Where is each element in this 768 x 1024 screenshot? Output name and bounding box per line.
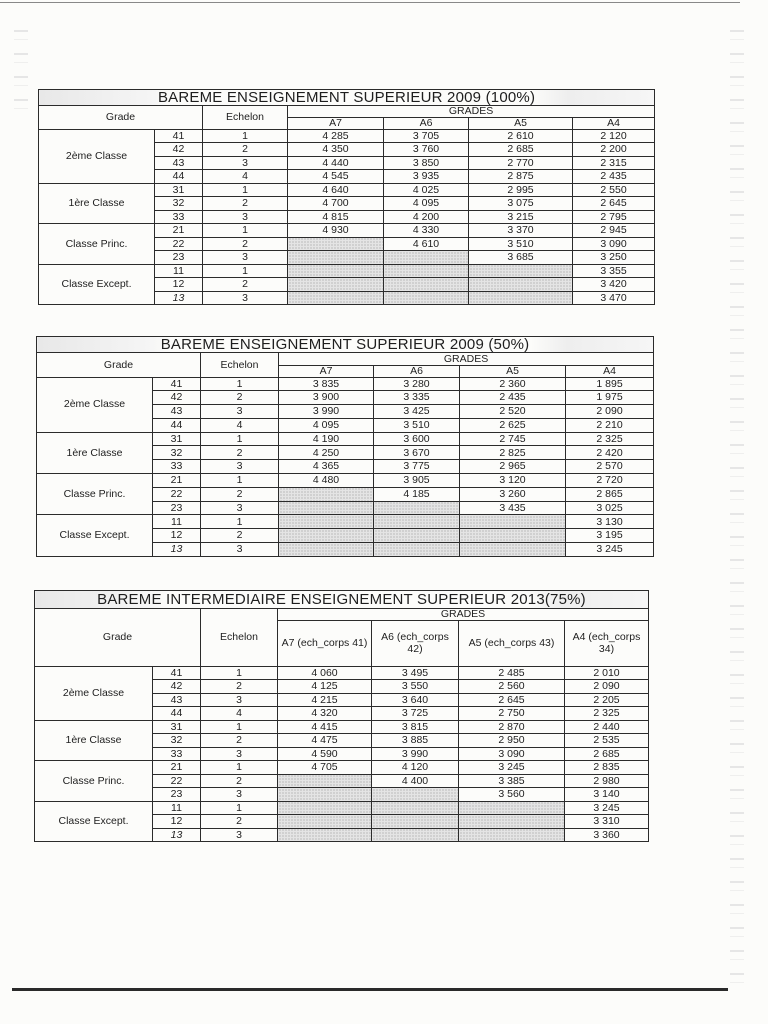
- salary-value-cell: 3 335: [374, 391, 460, 405]
- grade-code-cell: 31: [153, 720, 201, 734]
- grade-code-cell: 11: [153, 801, 201, 815]
- grade-header: Grade: [35, 609, 201, 667]
- salary-value-cell: 4 190: [279, 432, 374, 446]
- grades-header: GRADES: [279, 353, 654, 366]
- salary-value-cell: 2 645: [459, 693, 565, 707]
- salary-value-cell: 2 685: [565, 747, 649, 761]
- table-bareme-2009-50: [36, 336, 653, 557]
- echelon-header: Echelon: [201, 609, 278, 667]
- grade-code-cell: 22: [155, 237, 203, 251]
- scan-noise-left: [14, 30, 28, 110]
- echelon-header: Echelon: [201, 353, 279, 378]
- grade-code-cell: 41: [153, 666, 201, 680]
- grade-code-cell: 31: [155, 183, 203, 197]
- salary-value-cell: 3 130: [566, 515, 654, 529]
- grade-code-cell: 32: [153, 446, 201, 460]
- salary-value-cell: 2 825: [460, 446, 566, 460]
- empty-shaded-cell: [279, 487, 374, 501]
- echelon-cell: 1: [201, 666, 278, 680]
- grade-class-cell: 1ère Classe: [39, 183, 155, 224]
- empty-shaded-cell: [469, 278, 573, 292]
- salary-value-cell: 4 610: [384, 237, 469, 251]
- salary-value-cell: 2 685: [469, 143, 573, 157]
- echelon-cell: 1: [203, 264, 288, 278]
- salary-value-cell: 2 325: [565, 707, 649, 721]
- table-bareme-2009-100: [38, 89, 654, 305]
- header-row: [37, 353, 654, 366]
- grade-class-cell: 1ère Classe: [37, 432, 153, 473]
- grade-column-header: A5: [460, 366, 566, 378]
- grade-code-cell: 33: [153, 747, 201, 761]
- salary-value-cell: 2 745: [460, 432, 566, 446]
- grade-code-cell: 22: [153, 774, 201, 788]
- salary-value-cell: 3 640: [372, 693, 459, 707]
- grade-code-cell: 11: [153, 515, 201, 529]
- echelon-cell: 3: [203, 251, 288, 265]
- echelon-cell: 3: [201, 543, 279, 557]
- salary-value-cell: 4 215: [278, 693, 372, 707]
- empty-shaded-cell: [374, 515, 460, 529]
- salary-value-cell: 1 975: [566, 391, 654, 405]
- header-row: [35, 609, 649, 621]
- empty-shaded-cell: [374, 501, 460, 515]
- empty-shaded-cell: [372, 788, 459, 802]
- echelon-cell: 3: [201, 460, 279, 474]
- grade-column-header: A6: [384, 118, 469, 130]
- echelon-cell: 3: [203, 210, 288, 224]
- salary-value-cell: 3 245: [565, 801, 649, 815]
- table-title: BAREME INTERMEDIAIRE ENSEIGNEMENT SUPERIEUR 2013(75%): [35, 591, 649, 609]
- grade-header: Grade: [39, 106, 203, 130]
- salary-value-cell: 4 930: [288, 224, 384, 238]
- grade-class-cell: Classe Except.: [39, 264, 155, 305]
- empty-shaded-cell: [384, 251, 469, 265]
- table-row: [37, 432, 654, 446]
- grade-code-cell: 32: [153, 734, 201, 748]
- table-title: BAREME ENSEIGNEMENT SUPERIEUR 2009 (100%): [39, 90, 655, 106]
- salary-value-cell: 3 025: [566, 501, 654, 515]
- grade-class-cell: 2ème Classe: [39, 129, 155, 183]
- empty-shaded-cell: [288, 291, 384, 305]
- echelon-cell: 1: [201, 432, 279, 446]
- salary-value-cell: 3 280: [374, 377, 460, 391]
- salary-value-cell: 2 440: [565, 720, 649, 734]
- empty-shaded-cell: [279, 515, 374, 529]
- salary-value-cell: 3 905: [374, 474, 460, 488]
- table-row: [39, 224, 655, 238]
- salary-value-cell: 3 140: [565, 788, 649, 802]
- salary-value-cell: 2 435: [460, 391, 566, 405]
- grade-code-cell: 41: [153, 377, 201, 391]
- empty-shaded-cell: [460, 543, 566, 557]
- salary-value-cell: 3 360: [565, 828, 649, 842]
- salary-value-cell: 4 475: [278, 734, 372, 748]
- salary-value-cell: 2 090: [566, 405, 654, 419]
- empty-shaded-cell: [372, 815, 459, 829]
- salary-value-cell: 4 350: [288, 143, 384, 157]
- grade-code-cell: 43: [153, 405, 201, 419]
- salary-value-cell: 4 815: [288, 210, 384, 224]
- salary-value-cell: 4 705: [278, 761, 372, 775]
- echelon-cell: 2: [201, 391, 279, 405]
- table-row: [37, 515, 654, 529]
- grade-code-cell: 42: [153, 391, 201, 405]
- scan-bottom-edge: [12, 988, 728, 991]
- salary-value-cell: 2 770: [469, 156, 573, 170]
- grade-code-cell: 12: [153, 529, 201, 543]
- echelon-cell: 1: [201, 801, 278, 815]
- salary-value-cell: 3 385: [459, 774, 565, 788]
- salary-value-cell: 2 315: [573, 156, 655, 170]
- grade-code-cell: 23: [155, 251, 203, 265]
- echelon-cell: 4: [203, 170, 288, 184]
- grade-code-cell: 12: [155, 278, 203, 292]
- salary-value-cell: 3 090: [573, 237, 655, 251]
- empty-shaded-cell: [469, 264, 573, 278]
- grade-class-cell: 1ère Classe: [35, 720, 153, 761]
- salary-value-cell: 3 420: [573, 278, 655, 292]
- salary-value-cell: 4 120: [372, 761, 459, 775]
- empty-shaded-cell: [278, 788, 372, 802]
- salary-value-cell: 3 075: [469, 197, 573, 211]
- grade-column-header: A4: [566, 366, 654, 378]
- grade-code-cell: 32: [155, 197, 203, 211]
- empty-shaded-cell: [279, 529, 374, 543]
- echelon-cell: 2: [203, 143, 288, 157]
- salary-value-cell: 3 935: [384, 170, 469, 184]
- salary-value-cell: 2 435: [573, 170, 655, 184]
- salary-value-cell: 4 025: [384, 183, 469, 197]
- grade-code-cell: 13: [155, 291, 203, 305]
- grade-class-cell: 2ème Classe: [35, 666, 153, 720]
- salary-value-cell: 3 425: [374, 405, 460, 419]
- echelon-cell: 2: [201, 487, 279, 501]
- grade-code-cell: 21: [155, 224, 203, 238]
- title-row: [37, 337, 654, 353]
- salary-value-cell: 2 995: [469, 183, 573, 197]
- salary-value-cell: 2 610: [469, 129, 573, 143]
- header-row: [39, 106, 655, 118]
- empty-shaded-cell: [459, 828, 565, 842]
- grade-code-cell: 21: [153, 474, 201, 488]
- salary-value-cell: 3 725: [372, 707, 459, 721]
- table-title: BAREME ENSEIGNEMENT SUPERIEUR 2009 (50%): [37, 337, 654, 353]
- salary-value-cell: 3 510: [374, 418, 460, 432]
- salary-value-cell: 2 010: [565, 666, 649, 680]
- salary-value-cell: 3 215: [469, 210, 573, 224]
- echelon-cell: 2: [201, 774, 278, 788]
- salary-value-cell: 3 245: [459, 761, 565, 775]
- salary-value-cell: 2 570: [566, 460, 654, 474]
- grade-code-cell: 23: [153, 788, 201, 802]
- empty-shaded-cell: [374, 529, 460, 543]
- echelon-cell: 2: [201, 680, 278, 694]
- salary-value-cell: 2 090: [565, 680, 649, 694]
- salary-value-cell: 3 250: [573, 251, 655, 265]
- echelon-cell: 1: [201, 474, 279, 488]
- salary-value-cell: 3 550: [372, 680, 459, 694]
- title-row: [39, 90, 655, 106]
- salary-value-cell: 2 720: [566, 474, 654, 488]
- echelon-cell: 2: [203, 237, 288, 251]
- empty-shaded-cell: [288, 237, 384, 251]
- salary-value-cell: 3 775: [374, 460, 460, 474]
- salary-value-cell: 3 245: [566, 543, 654, 557]
- salary-value-cell: 2 875: [469, 170, 573, 184]
- table-row: [37, 474, 654, 488]
- salary-value-cell: 2 865: [566, 487, 654, 501]
- scan-noise-right: [730, 30, 744, 990]
- grade-column-header: A7 (ech_corps 41): [278, 620, 372, 666]
- salary-value-cell: 3 705: [384, 129, 469, 143]
- salary-value-cell: 3 510: [469, 237, 573, 251]
- echelon-cell: 1: [201, 377, 279, 391]
- salary-value-cell: 3 670: [374, 446, 460, 460]
- salary-value-cell: 4 330: [384, 224, 469, 238]
- grade-header: Grade: [37, 353, 201, 378]
- table-bareme-2013-75: [34, 590, 648, 842]
- salary-value-cell: 4 365: [279, 460, 374, 474]
- salary-value-cell: 3 495: [372, 666, 459, 680]
- grade-code-cell: 22: [153, 487, 201, 501]
- empty-shaded-cell: [278, 801, 372, 815]
- salary-value-cell: 2 980: [565, 774, 649, 788]
- salary-value-cell: 4 590: [278, 747, 372, 761]
- empty-shaded-cell: [288, 251, 384, 265]
- bareme-table: [36, 336, 654, 557]
- echelon-cell: 4: [201, 418, 279, 432]
- salary-value-cell: 3 370: [469, 224, 573, 238]
- grade-code-cell: 13: [153, 828, 201, 842]
- salary-value-cell: 3 990: [372, 747, 459, 761]
- table-row: [37, 377, 654, 391]
- grade-column-header: A4: [573, 118, 655, 130]
- grade-code-cell: 31: [153, 432, 201, 446]
- salary-value-cell: 2 750: [459, 707, 565, 721]
- grade-class-cell: Classe Princ.: [39, 224, 155, 265]
- echelon-cell: 1: [201, 515, 279, 529]
- grade-code-cell: 43: [153, 693, 201, 707]
- echelon-cell: 2: [201, 815, 278, 829]
- echelon-cell: 1: [203, 224, 288, 238]
- salary-value-cell: 3 260: [460, 487, 566, 501]
- salary-value-cell: 4 400: [372, 774, 459, 788]
- grade-column-header: A6 (ech_corps 42): [372, 620, 459, 666]
- echelon-cell: 2: [201, 446, 279, 460]
- salary-value-cell: 2 420: [566, 446, 654, 460]
- salary-value-cell: 2 360: [460, 377, 566, 391]
- echelon-cell: 3: [201, 501, 279, 515]
- grade-class-cell: Classe Princ.: [35, 761, 153, 802]
- echelon-cell: 3: [201, 693, 278, 707]
- salary-value-cell: 3 815: [372, 720, 459, 734]
- echelon-header: Echelon: [203, 106, 288, 130]
- salary-value-cell: 2 120: [573, 129, 655, 143]
- salary-value-cell: 2 535: [565, 734, 649, 748]
- salary-value-cell: 2 485: [459, 666, 565, 680]
- empty-shaded-cell: [288, 264, 384, 278]
- salary-value-cell: 4 185: [374, 487, 460, 501]
- salary-value-cell: 3 990: [279, 405, 374, 419]
- salary-value-cell: 4 125: [278, 680, 372, 694]
- empty-shaded-cell: [279, 543, 374, 557]
- echelon-cell: 3: [201, 747, 278, 761]
- salary-value-cell: 2 950: [459, 734, 565, 748]
- empty-shaded-cell: [460, 515, 566, 529]
- empty-shaded-cell: [459, 815, 565, 829]
- salary-value-cell: 3 355: [573, 264, 655, 278]
- echelon-cell: 1: [201, 720, 278, 734]
- echelon-cell: 1: [201, 761, 278, 775]
- empty-shaded-cell: [469, 291, 573, 305]
- salary-value-cell: 4 320: [278, 707, 372, 721]
- empty-shaded-cell: [374, 543, 460, 557]
- salary-value-cell: 4 700: [288, 197, 384, 211]
- grade-class-cell: Classe Except.: [35, 801, 153, 842]
- grade-code-cell: 23: [153, 501, 201, 515]
- salary-value-cell: 2 560: [459, 680, 565, 694]
- echelon-cell: 1: [203, 129, 288, 143]
- salary-value-cell: 4 285: [288, 129, 384, 143]
- salary-value-cell: 4 095: [384, 197, 469, 211]
- salary-value-cell: 4 415: [278, 720, 372, 734]
- grade-code-cell: 41: [155, 129, 203, 143]
- grade-code-cell: 44: [155, 170, 203, 184]
- grade-class-cell: Classe Except.: [37, 515, 153, 557]
- salary-value-cell: 4 545: [288, 170, 384, 184]
- grade-column-header: A6: [374, 366, 460, 378]
- table-row: [35, 801, 649, 815]
- grade-column-header: A7: [279, 366, 374, 378]
- grade-code-cell: 42: [153, 680, 201, 694]
- grade-code-cell: 42: [155, 143, 203, 157]
- bareme-table: [34, 590, 649, 842]
- grades-header: GRADES: [288, 106, 655, 118]
- salary-value-cell: 3 090: [459, 747, 565, 761]
- grade-code-cell: 44: [153, 418, 201, 432]
- empty-shaded-cell: [278, 828, 372, 842]
- echelon-cell: 2: [201, 734, 278, 748]
- salary-value-cell: 3 835: [279, 377, 374, 391]
- echelon-cell: 4: [201, 707, 278, 721]
- table-row: [35, 761, 649, 775]
- salary-value-cell: 4 060: [278, 666, 372, 680]
- echelon-cell: 3: [203, 156, 288, 170]
- salary-value-cell: 4 250: [279, 446, 374, 460]
- empty-shaded-cell: [372, 801, 459, 815]
- salary-value-cell: 2 965: [460, 460, 566, 474]
- salary-value-cell: 2 550: [573, 183, 655, 197]
- grade-column-header: A7: [288, 118, 384, 130]
- salary-value-cell: 4 095: [279, 418, 374, 432]
- empty-shaded-cell: [278, 815, 372, 829]
- salary-value-cell: 4 640: [288, 183, 384, 197]
- salary-value-cell: 4 480: [279, 474, 374, 488]
- grade-class-cell: 2ème Classe: [37, 377, 153, 432]
- salary-value-cell: 4 200: [384, 210, 469, 224]
- salary-value-cell: 2 520: [460, 405, 566, 419]
- table-row: [39, 183, 655, 197]
- grade-code-cell: 33: [153, 460, 201, 474]
- salary-value-cell: 3 600: [374, 432, 460, 446]
- salary-value-cell: 2 870: [459, 720, 565, 734]
- salary-value-cell: 3 435: [460, 501, 566, 515]
- salary-value-cell: 2 205: [565, 693, 649, 707]
- empty-shaded-cell: [279, 501, 374, 515]
- table-row: [39, 129, 655, 143]
- salary-value-cell: 3 685: [469, 251, 573, 265]
- echelon-cell: 2: [201, 529, 279, 543]
- grade-code-cell: 44: [153, 707, 201, 721]
- grade-column-header: A5 (ech_corps 43): [459, 620, 565, 666]
- empty-shaded-cell: [384, 264, 469, 278]
- empty-shaded-cell: [288, 278, 384, 292]
- salary-value-cell: 2 325: [566, 432, 654, 446]
- grade-code-cell: 21: [153, 761, 201, 775]
- table-row: [35, 720, 649, 734]
- salary-value-cell: 2 625: [460, 418, 566, 432]
- salary-value-cell: 3 560: [459, 788, 565, 802]
- grade-code-cell: 11: [155, 264, 203, 278]
- empty-shaded-cell: [384, 291, 469, 305]
- empty-shaded-cell: [278, 774, 372, 788]
- salary-value-cell: 3 470: [573, 291, 655, 305]
- echelon-cell: 1: [203, 183, 288, 197]
- grade-column-header: A4 (ech_corps 34): [565, 620, 649, 666]
- salary-value-cell: 2 645: [573, 197, 655, 211]
- salary-value-cell: 3 850: [384, 156, 469, 170]
- grade-code-cell: 33: [155, 210, 203, 224]
- echelon-cell: 3: [201, 828, 278, 842]
- salary-value-cell: 2 795: [573, 210, 655, 224]
- grade-code-cell: 13: [153, 543, 201, 557]
- salary-value-cell: 2 200: [573, 143, 655, 157]
- salary-value-cell: 3 195: [566, 529, 654, 543]
- empty-shaded-cell: [460, 529, 566, 543]
- salary-value-cell: 3 900: [279, 391, 374, 405]
- salary-value-cell: 3 885: [372, 734, 459, 748]
- echelon-cell: 3: [201, 788, 278, 802]
- title-row: [35, 591, 649, 609]
- echelon-cell: 3: [203, 291, 288, 305]
- scan-top-edge: [0, 2, 740, 3]
- echelon-cell: 2: [203, 278, 288, 292]
- bareme-table: [38, 89, 655, 305]
- salary-value-cell: 2 210: [566, 418, 654, 432]
- grade-code-cell: 43: [155, 156, 203, 170]
- empty-shaded-cell: [372, 828, 459, 842]
- echelon-cell: 2: [203, 197, 288, 211]
- grade-class-cell: Classe Princ.: [37, 474, 153, 515]
- table-row: [39, 264, 655, 278]
- salary-value-cell: 2 945: [573, 224, 655, 238]
- salary-value-cell: 4 440: [288, 156, 384, 170]
- salary-value-cell: 3 120: [460, 474, 566, 488]
- salary-value-cell: 1 895: [566, 377, 654, 391]
- grades-header: GRADES: [278, 609, 649, 621]
- salary-value-cell: 3 760: [384, 143, 469, 157]
- grade-column-header: A5: [469, 118, 573, 130]
- grade-code-cell: 12: [153, 815, 201, 829]
- echelon-cell: 3: [201, 405, 279, 419]
- table-row: [35, 666, 649, 680]
- salary-value-cell: 2 835: [565, 761, 649, 775]
- empty-shaded-cell: [459, 801, 565, 815]
- empty-shaded-cell: [384, 278, 469, 292]
- salary-value-cell: 3 310: [565, 815, 649, 829]
